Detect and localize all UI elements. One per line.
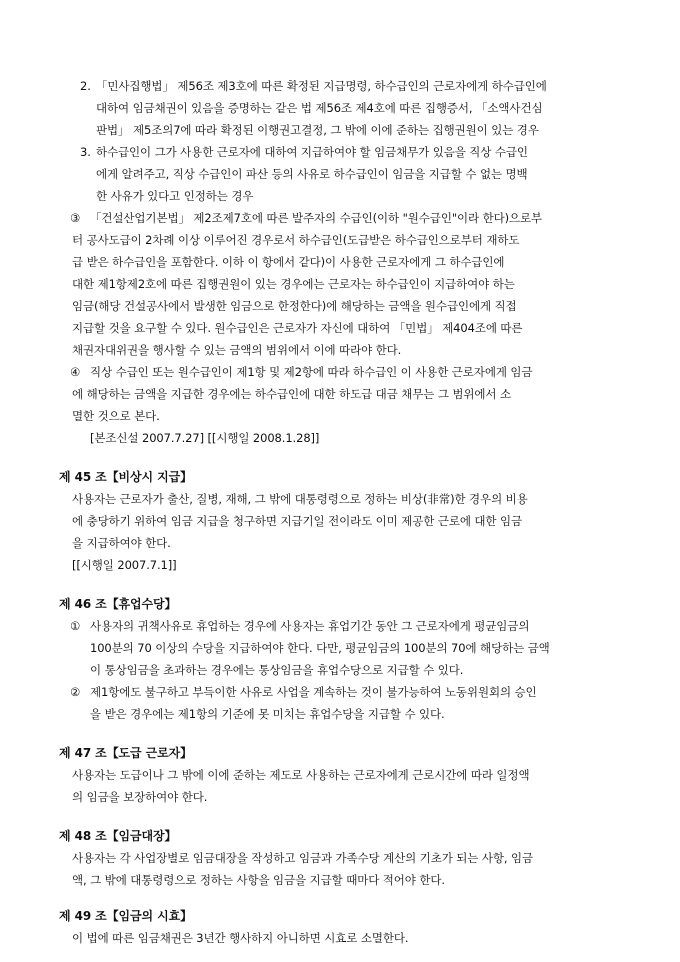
clause-marker: ③ bbox=[70, 211, 81, 225]
clause-text-line: 「건설산업기본법」 제2조제7호에 따른 발주자의 수급인(이하 "원수급인"이라 한다)으로부 bbox=[90, 211, 543, 225]
article-heading: 제 48 조【임금대장】 bbox=[59, 829, 177, 843]
clause-text-line: 임금(해당 건설공사에서 발생한 임금으로 한정한다)에 해당하는 금액을 원수급인에게 직접 bbox=[72, 299, 517, 313]
clause-text-line: 직상 수급인 또는 원수급인이 제1항 및 제2항에 따라 하수급인 이 사용한 근로자에게 임금 bbox=[90, 365, 533, 379]
article-text-line: 사용자는 근로자가 출산, 질병, 재해, 그 밖에 대통령령으로 정하는 비상(非常)한 경우의 비용 bbox=[72, 492, 528, 506]
clause-text-line: 지급할 것을 요구할 수 있다. 원수급인은 근로자가 자신에 대하여 「민법」 제404조에 따른 bbox=[72, 321, 523, 335]
clause-marker: ④ bbox=[70, 365, 81, 379]
article-text-line: 액, 그 밖에 대통령령으로 정하는 사항을 임금을 지급할 때마다 적어야 한다. bbox=[72, 873, 445, 887]
clause-text-line: 에 해당하는 금액을 지급한 경우에는 하수급인에 대한 하도급 대금 채무는 그 범위에서 소 bbox=[72, 387, 511, 401]
enactment-note: [[시행일 2007.7.1]] bbox=[72, 558, 177, 572]
clause-text-line: 사용자의 귀책사유로 휴업하는 경우에 사용자는 휴업기간 동안 그 근로자에게 평균임금의 bbox=[90, 619, 530, 633]
item-text-line: 판법」 제5조의7에 따라 확정된 이행권고결정, 그 밖에 이에 준하는 집행권원이 있는 경우 bbox=[96, 123, 539, 137]
article-heading: 제 47 조【도급 근로자】 bbox=[59, 746, 192, 760]
clause-text-line: 대한 제1항제2호에 따른 집행권원이 있는 경우에는 근로자는 하수급인이 지급하여야 하는 bbox=[72, 277, 515, 291]
article-text-line: 에 충당하기 위하여 임금 지급을 청구하면 지급기일 전이라도 이미 제공한 근로에 대한 임금 bbox=[72, 514, 522, 528]
article-heading: 제 46 조【휴업수당】 bbox=[59, 597, 177, 611]
clause-text-line: 터 공사도급이 2차례 이상 이루어진 경우로서 하수급인(도급받은 하수급인으로부터 재하도 bbox=[72, 233, 520, 247]
item-text-line: 대하여 임금채권이 있음을 증명하는 같은 법 제56조 제4호에 따른 집행증서, 「소액사건심 bbox=[96, 101, 543, 115]
clause-marker: ② bbox=[70, 685, 81, 699]
article-heading: 제 45 조【비상시 지급】 bbox=[59, 470, 192, 484]
item-text-line: 에게 알려주고, 직상 수급인이 파산 등의 사유로 하수급인이 임금을 지급할 수 없는 명백 bbox=[96, 167, 528, 181]
item-marker: 2. bbox=[80, 79, 91, 93]
enactment-note: [본조신설 2007.7.27] [[시행일 2008.1.28]] bbox=[90, 431, 320, 445]
item-text-line: 하수급인이 그가 사용한 근로자에 대하여 지급하여야 할 임금채무가 있음을 직상 수급인 bbox=[96, 145, 528, 159]
item-text-line: 한 사유가 있다고 인정하는 경우 bbox=[96, 189, 254, 203]
clause-text-line: 을 받은 경우에는 제1항의 기준에 못 미치는 휴업수당을 지급할 수 있다. bbox=[90, 707, 445, 721]
clause-marker: ① bbox=[70, 619, 81, 633]
article-heading: 제 49 조【임금의 시효】 bbox=[59, 909, 192, 923]
article-text-line: 이 법에 따른 임금채권은 3년간 행사하지 아니하면 시효로 소멸한다. bbox=[72, 931, 409, 945]
item-marker: 3. bbox=[80, 145, 91, 159]
clause-text-line: 이 통상임금을 초과하는 경우에는 통상임금을 휴업수당으로 지급할 수 있다. bbox=[90, 663, 464, 677]
clause-text-line: 급 받은 하수급인을 포함한다. 이하 이 항에서 같다)이 사용한 근로자에게 그 하수급인에 bbox=[72, 255, 505, 269]
article-text-line: 을 지급하여야 한다. bbox=[72, 536, 171, 550]
clause-text-line: 제1항에도 불구하고 부득이한 사유로 사업을 계속하는 것이 불가능하여 노동위원회의 승인 bbox=[90, 685, 537, 699]
clause-text-line: 채권자대위권을 행사할 수 있는 금액의 범위에서 이에 따라야 한다. bbox=[72, 343, 402, 357]
article-text-line: 사용자는 각 사업장별로 임금대장을 작성하고 임금과 가족수당 계산의 기초가 되는 사항, 임금 bbox=[72, 851, 534, 865]
clause-text-line: 100분의 70 이상의 수당을 지급하여야 한다. 다만, 평균임금의 100분의 70에 해당하는 금액 bbox=[90, 641, 550, 655]
article-text-line: 사용자는 도급이나 그 밖에 이에 준하는 제도로 사용하는 근로자에게 근로시간에 따라 일정액 bbox=[72, 768, 530, 782]
article-text-line: 의 임금을 보장하여야 한다. bbox=[72, 790, 208, 804]
clause-text-line: 멸한 것으로 본다. bbox=[72, 409, 160, 423]
item-text-line: 「민사집행법」 제56조 제3호에 따른 확정된 지급명령, 하수급인의 근로자에게 하수급인에 bbox=[96, 79, 547, 93]
